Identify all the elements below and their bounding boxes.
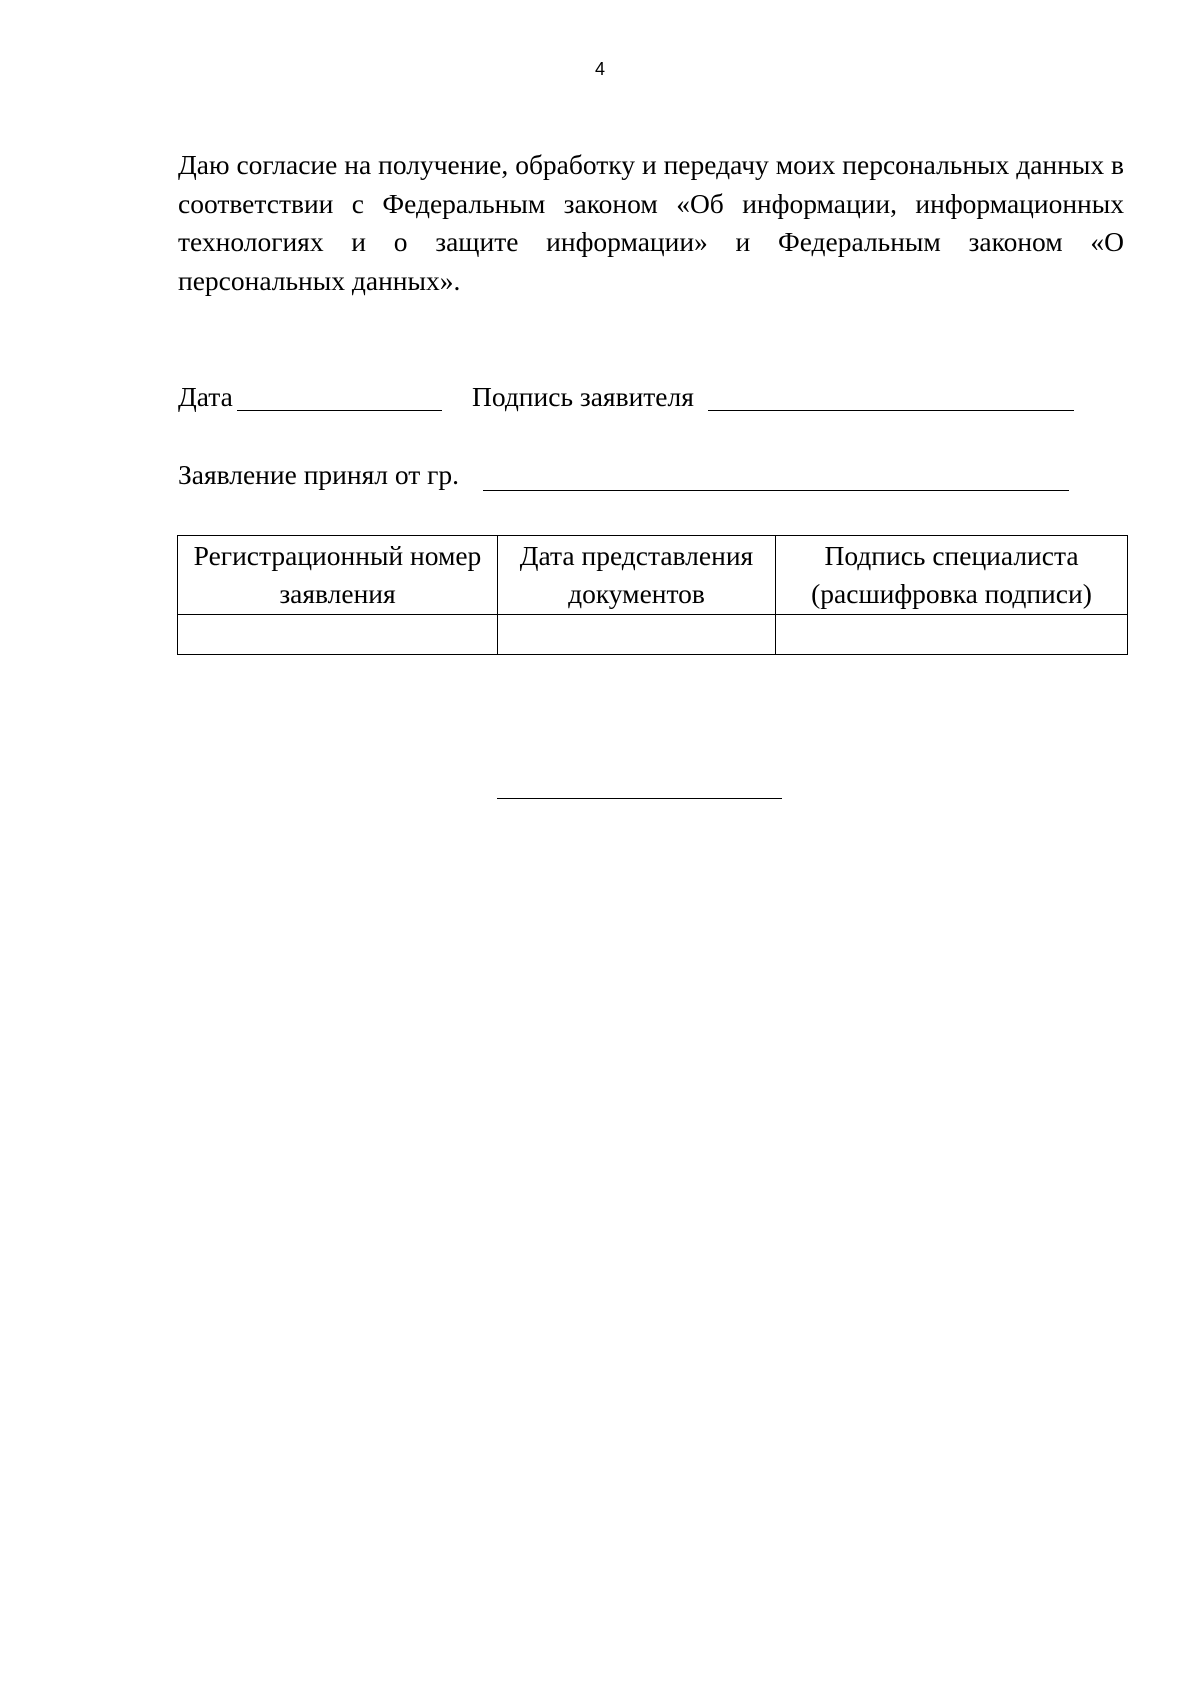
date-label: Дата xyxy=(178,381,233,412)
header-registration-number: Регистрационный номер заявления xyxy=(178,536,498,615)
registration-number-cell[interactable] xyxy=(178,615,498,655)
applicant-signature-field[interactable] xyxy=(708,410,1074,411)
applicant-signature-label: Подпись заявителя xyxy=(472,381,694,412)
table-header-row xyxy=(178,536,1128,615)
end-divider xyxy=(497,798,782,799)
registration-table xyxy=(177,535,1128,655)
submission-date-cell[interactable] xyxy=(498,615,776,655)
consent-paragraph: Даю согласие на получение, обработку и передачу моих персональных данных в соответствии с Федеральным законом «Об информации, информационных технологиях и о защите информации» и Федеральным законом «О персональных данных». xyxy=(178,149,1124,296)
signature-line xyxy=(178,380,1128,420)
header-submission-date: Дата представления документов xyxy=(498,536,776,615)
date-field[interactable] xyxy=(237,410,442,411)
header-specialist-signature: Подпись специалиста (расшифровка подписи) xyxy=(776,536,1128,615)
accepted-from-label: Заявление принял от гр. xyxy=(178,459,460,490)
table-row xyxy=(178,615,1128,655)
accepted-from-field[interactable] xyxy=(483,490,1069,491)
accepted-from-line xyxy=(178,458,1128,498)
page-number: 4 xyxy=(594,59,605,79)
specialist-signature-cell[interactable] xyxy=(776,615,1128,655)
